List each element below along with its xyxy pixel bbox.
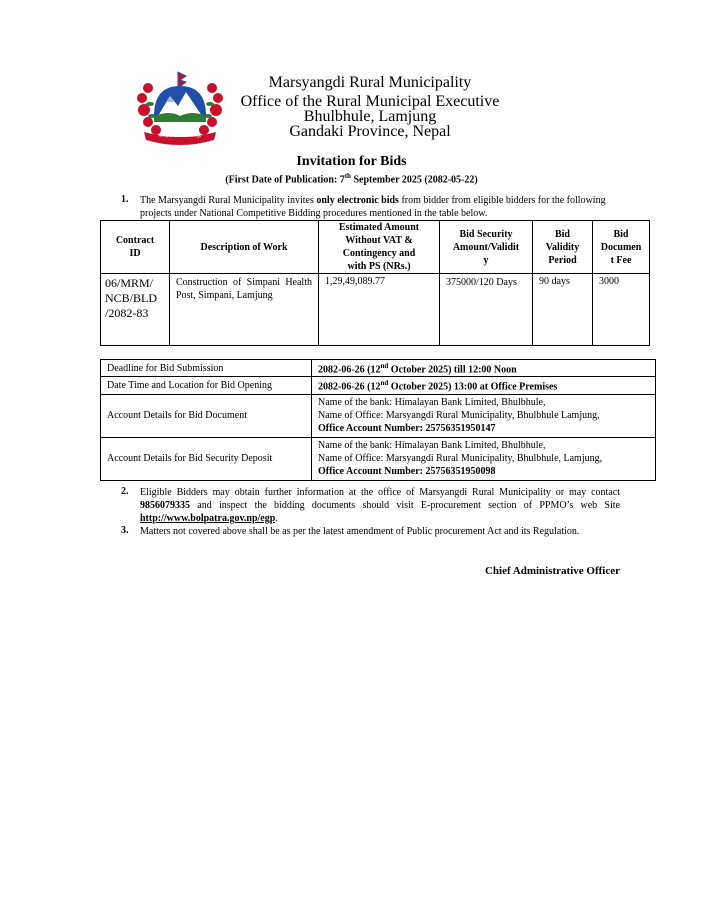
- office-location: Bhulbhule, Lamjung: [303, 108, 437, 125]
- item-3-number: 3.: [121, 525, 129, 536]
- cell-description: Construction of Simpani Health Post, Simpani, Lamjung: [170, 274, 319, 346]
- cell-bid-security: 375000/120 Days: [440, 274, 533, 346]
- item-2-number: 2.: [121, 486, 129, 497]
- item-3-text: Matters not covered above shall be as per the latest amendment of Public procurement Act and its Regulation.: [140, 526, 580, 537]
- col-validity: Bid Validity Period: [533, 221, 593, 274]
- cell-validity: 90 days: [533, 274, 593, 346]
- col-description: Description of Work: [170, 221, 319, 274]
- col-estimated-amount: Estimated Amount Without VAT & Contingency and with PS (NRs.): [319, 221, 440, 274]
- emblem-seal-text: मर्स्याङ्दी गाउँपालिका लमजुङ: [158, 133, 202, 138]
- cell-estimated-amount: 1,29,49,089.77: [319, 274, 440, 346]
- table-row: [101, 274, 650, 346]
- bid-info-table: [100, 359, 656, 481]
- col-fee: Bid Documen t Fee: [593, 221, 650, 274]
- bid-security-account-label: Account Details for Bid Security Deposit: [101, 437, 312, 480]
- bid-table: [100, 220, 650, 346]
- bolpatra-link[interactable]: http://www.bolpatra.gov.np/egp: [140, 513, 276, 524]
- page-title: Invitation for Bids: [296, 154, 407, 169]
- item-2-text: Eligible Bidders may obtain further information at the office of Marsyangdi Rural Municipality or may contact 9856079335 and inspect the bidding documents should visit E-procurement section of PPMO’s web Site http://www.bolpatra.gov.np/egp.: [140, 487, 620, 524]
- office-name: Office of the Rural Municipal Executive: [240, 93, 500, 110]
- col-contract-id: Contract ID: [101, 221, 170, 274]
- deadline-label: Deadline for Bid Submission: [101, 360, 312, 377]
- cell-fee: 3000: [593, 274, 650, 346]
- opening-value: 2082-06-26 (12nd October 2025) 13:00 at Office Premises: [312, 377, 656, 394]
- signature: Chief Administrative Officer: [484, 565, 620, 577]
- opening-label: Date Time and Location for Bid Opening: [101, 377, 312, 394]
- cell-contract-id: 06/MRM/ NCB/BLD /2082-83: [101, 274, 170, 346]
- bid-security-account-value: Name of the bank: Himalayan Bank Limited, Bhulbhule, Name of Office: Marsyangdi Rural Municipality, Bhulbhule, Lamjung, Office Account Number: 25756351950098: [312, 437, 656, 480]
- col-bid-security: Bid Security Amount/Validit y: [440, 221, 533, 274]
- bid-document-account-value: Name of the bank: Himalayan Bank Limited, Bhulbhule, Name of Office: Marsyangdi Rural Municipality, Bhulbhule Lamjung, Office Account Number: 25756351950147: [312, 394, 656, 437]
- item-1-text: The Marsyangdi Rural Municipality invites only electronic bids from bidder from eligible bidders for the following projects under National Competitive Bidding procedures mentioned in the table below.: [140, 195, 606, 219]
- office-province: Gandaki Province, Nepal: [289, 123, 451, 140]
- municipality-name: Marsyangdi Rural Municipality: [268, 74, 472, 91]
- item-1-number: 1.: [121, 194, 129, 205]
- deadline-value: 2082-06-26 (12nd October 2025) till 12:00 Noon: [312, 360, 656, 377]
- publication-date: (First Date of Publication: 7th September 2025 (2082-05-22): [225, 172, 478, 186]
- bid-document-account-label: Account Details for Bid Document: [101, 394, 312, 437]
